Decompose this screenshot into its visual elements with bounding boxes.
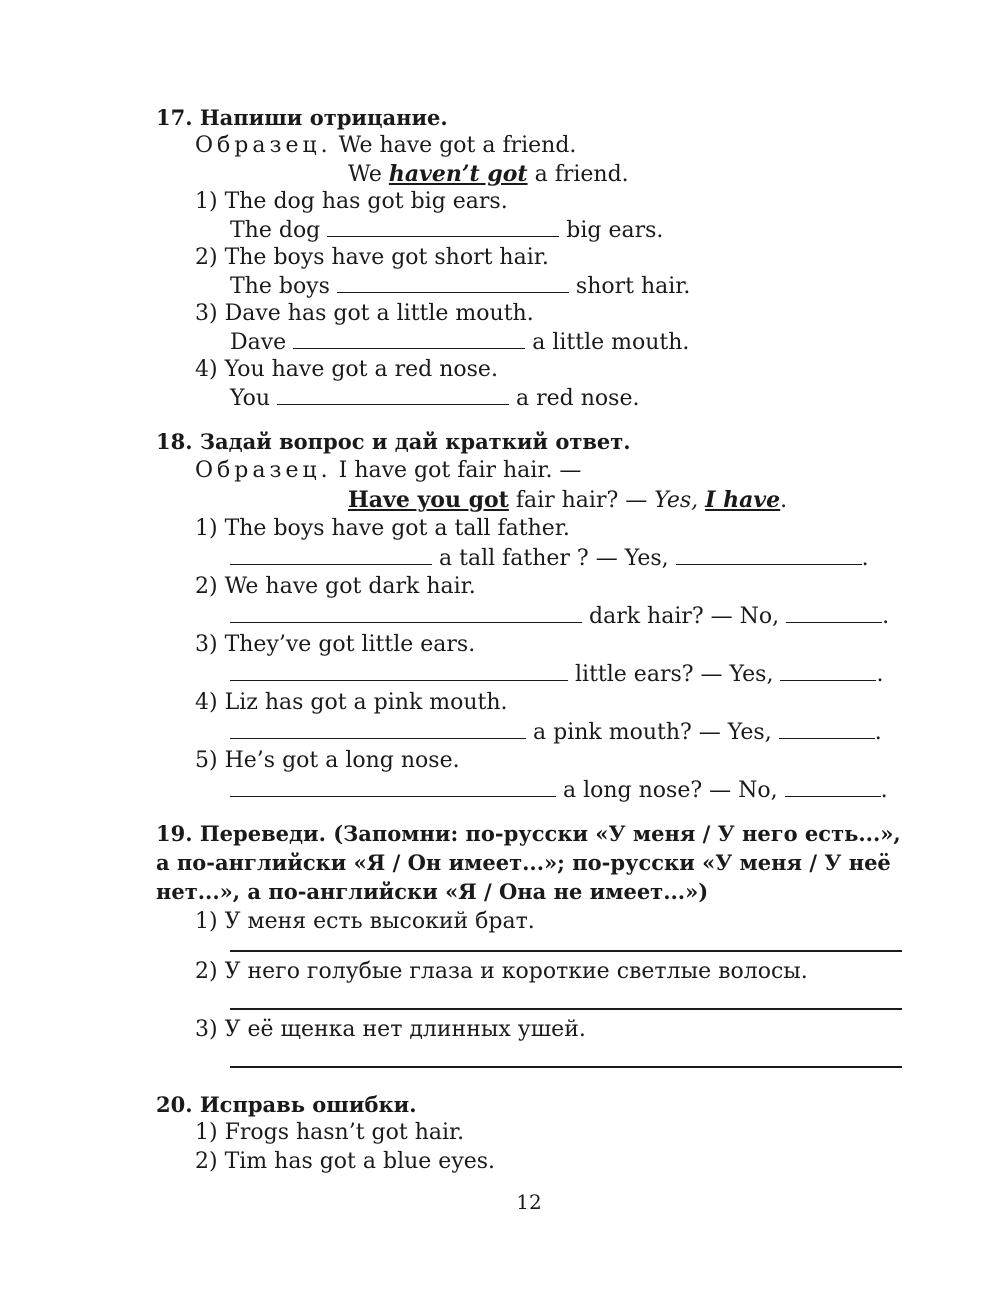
sample-label: Образец. <box>195 458 332 483</box>
page-number: 12 <box>516 1190 542 1214</box>
answer-blank[interactable] <box>337 272 569 293</box>
ex17-item-1 <box>195 188 508 216</box>
ex19-heading-line-2: а по-английски «Я / Он имеет...»; по-русски «У меня / У неё <box>156 850 891 875</box>
item-number: 4) <box>195 357 218 382</box>
sample-question-rest: fair hair? — <box>515 488 648 513</box>
sample-label: Образец. <box>195 133 332 158</box>
ex17-item-2-answer <box>230 272 690 301</box>
question-blank[interactable] <box>230 776 556 797</box>
answer-rest: a red nose. <box>516 386 640 411</box>
ex17-item-2 <box>195 244 549 272</box>
item-sentence: The boys have got short hair. <box>224 245 549 270</box>
sample-short-answer: I have <box>705 487 781 513</box>
item-text: Frogs hasn’t got hair. <box>224 1120 465 1145</box>
ex20-item-2 <box>195 1148 495 1176</box>
translation-line[interactable] <box>230 1066 902 1068</box>
answer-rest: short hair. <box>575 274 691 299</box>
ex17-item-3 <box>195 300 534 328</box>
ex19-heading-line-1: 19. Переведи. (Запомни: по-русски «У меня / У него есть...», <box>156 821 901 846</box>
item-sentence: He’s got a long nose. <box>224 748 460 773</box>
answer-subject: You <box>230 386 271 411</box>
item-number: 2) <box>195 245 218 270</box>
item-text: У её щенка нет длинных ушей. <box>224 1017 586 1042</box>
question-blank[interactable] <box>230 544 432 565</box>
answer-subject: The boys <box>230 274 330 299</box>
ex17-item-4 <box>195 356 498 384</box>
item-number: 2) <box>195 959 218 984</box>
item-number: 3) <box>195 632 218 657</box>
sample-answer-pre: We <box>348 162 382 187</box>
sample-yes: Yes, <box>654 488 699 513</box>
ex17-item-3-answer <box>230 328 689 357</box>
question-blank[interactable] <box>230 718 526 739</box>
sample-sentence: I have got fair hair. — <box>338 458 582 483</box>
answer-blank[interactable] <box>277 384 509 405</box>
item-sentence: The boys have got a tall father. <box>224 516 570 541</box>
answer-middle: a pink mouth? — Yes, <box>533 720 772 745</box>
ex20-item-1 <box>195 1119 464 1147</box>
sample-question-key: Have you got <box>348 487 509 513</box>
ex17-item-4-answer <box>230 384 639 413</box>
item-number: 2) <box>195 1149 218 1174</box>
item-sentence: They’ve got little ears. <box>224 632 476 657</box>
answer-middle: a long nose? — No, <box>563 778 778 803</box>
ex17-sample-answer <box>348 160 629 189</box>
ex18-item-1-answer: a tall father ? — Yes, . <box>230 544 869 573</box>
answer-rest: a little mouth. <box>532 330 690 355</box>
item-number: 2) <box>195 574 218 599</box>
sample-answer-key: haven’t got <box>388 161 528 187</box>
ex18-sample-answer: Have you got fair hair? — Yes, I have. <box>348 487 788 513</box>
ex17-item-1-answer <box>230 216 663 245</box>
item-number: 5) <box>195 748 218 773</box>
ex18-sample <box>195 457 581 485</box>
sample-sentence: We have got a friend. <box>338 133 577 158</box>
translation-line[interactable] <box>230 950 902 952</box>
ex18-item-5 <box>195 747 460 775</box>
item-number: 1) <box>195 1120 218 1145</box>
short-answer-blank[interactable] <box>786 602 882 623</box>
ex18-item-3 <box>195 631 475 659</box>
item-number: 3) <box>195 1017 218 1042</box>
question-blank[interactable] <box>230 602 582 623</box>
translation-line[interactable] <box>230 1008 902 1010</box>
answer-subject: The dog <box>230 218 321 243</box>
item-text: У него голубые глаза и короткие светлые волосы. <box>224 959 808 984</box>
answer-blank[interactable] <box>293 328 525 349</box>
short-answer-blank[interactable] <box>676 544 862 565</box>
ex19-item-1 <box>195 908 535 936</box>
ex20-heading: 20. Исправь ошибки. <box>156 1092 417 1117</box>
short-answer-blank[interactable] <box>785 776 881 797</box>
item-text: Tim has got a blue eyes. <box>224 1149 496 1174</box>
short-answer-blank[interactable] <box>779 718 875 739</box>
question-blank[interactable] <box>230 660 568 681</box>
item-number: 1) <box>195 189 218 214</box>
ex17-heading: 17. Напиши отрицание. <box>156 105 448 130</box>
ex18-item-5-answer: a long nose? — No, . <box>230 776 888 805</box>
item-number: 1) <box>195 909 218 934</box>
answer-subject: Dave <box>230 330 287 355</box>
short-answer-blank[interactable] <box>780 660 876 681</box>
item-sentence: The dog has got big ears. <box>224 189 508 214</box>
item-sentence: Dave has got a little mouth. <box>224 301 534 326</box>
ex18-item-3-answer: little ears? — Yes, . <box>230 660 883 689</box>
answer-middle: dark hair? — No, <box>589 604 780 629</box>
ex19-item-2 <box>195 958 808 986</box>
answer-middle: a tall father ? — Yes, <box>439 546 669 571</box>
ex18-item-2-answer: dark hair? — No, . <box>230 602 889 631</box>
ex18-heading: 18. Задай вопрос и дай краткий ответ. <box>156 429 631 454</box>
ex18-item-4-answer: a pink mouth? — Yes, . <box>230 718 882 747</box>
ex18-item-2 <box>195 573 476 601</box>
ex19-item-3 <box>195 1016 586 1044</box>
ex18-item-4 <box>195 689 508 717</box>
answer-middle: little ears? — Yes, <box>575 662 774 687</box>
item-sentence: You have got a red nose. <box>224 357 498 382</box>
ex18-item-1 <box>195 515 570 543</box>
item-number: 1) <box>195 516 218 541</box>
answer-rest: big ears. <box>566 218 664 243</box>
item-text: У меня есть высокий брат. <box>224 909 535 934</box>
item-number: 3) <box>195 301 218 326</box>
item-sentence: We have got dark hair. <box>224 574 476 599</box>
ex19-heading-line-3: нет...», а по-английски «Я / Она не имеет...») <box>156 879 709 904</box>
answer-blank[interactable] <box>327 216 559 237</box>
ex17-sample <box>195 132 576 160</box>
sample-answer-post: a friend. <box>534 162 629 187</box>
item-number: 4) <box>195 690 218 715</box>
item-sentence: Liz has got a pink mouth. <box>224 690 508 715</box>
